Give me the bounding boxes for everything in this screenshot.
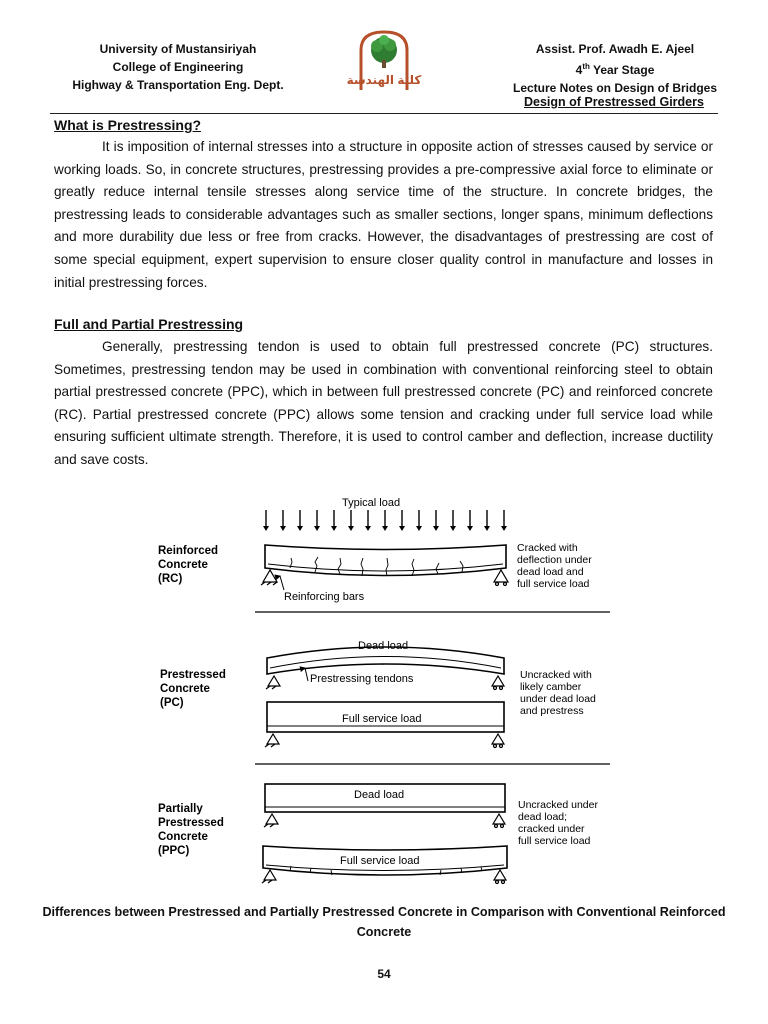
section-body-prestressing: It is imposition of internal stresses into a structure in opposite action of stresses caused by service or working loads. So, in concrete structures, prestressing provides a pre-compressive axial force to eliminate or greatly reduce internal tensile stresses along service time of the structure. In concrete bridges, the prestressing leads to considerable advantages such as smaller sections, longer spans, minimum deflections and more durability due less or free from cracks. However, the disadvantages of prestressing are cost of some special equipment, expert supervision to ensure closer quality control in manufacture and losses in initial prestressing forces. (54, 139, 713, 290)
pc-label (160, 669, 226, 709)
svg-text:(PPC): (PPC) (158, 845, 190, 857)
year-stage: 4th Year Stage (575, 62, 655, 77)
pc-dead-load-label: Dead load (358, 640, 409, 652)
svg-text:under dead load: under dead load (520, 693, 596, 705)
svg-text:dead load and: dead load and (517, 566, 584, 578)
typical-load-label: Typical load (342, 497, 401, 509)
department-name: Highway & Transportation Eng. Dept. (72, 78, 284, 92)
rc-note (517, 542, 592, 590)
pc-supports-bottom (265, 734, 504, 748)
header-institution (58, 40, 298, 94)
page-number: 54 (377, 967, 391, 981)
svg-text:likely camber: likely camber (520, 681, 582, 693)
course-name: Lecture Notes on Design of Bridges (512, 81, 718, 95)
chapter-title: Design of Prestressed Girders (524, 95, 704, 109)
svg-text:Prestressed: Prestressed (158, 817, 224, 829)
pc-note (520, 669, 596, 717)
section-body-full-partial: Generally, prestressing tendon is used to obtain full prestressed concrete (PC) structures. Sometimes, prestressing tendon may be used in combination with conventional reinforcing steel to obtain partial prestressed concrete (PPC), which in between full prestressed concrete (PC) and reinforced concrete (RC). Partial prestressed concrete (PPC) allows some tension and cracking under full service load while ensuring sufficient ultimate strength. Therefore, it is used to control camber and deflection, increase ductility and save costs. (54, 339, 713, 467)
svg-text:Concrete: Concrete (160, 683, 210, 695)
ppc-supports-top (264, 814, 505, 828)
svg-text:(PC): (PC) (160, 697, 184, 709)
ppc-service-load-label: Full service load (340, 855, 420, 867)
svg-text:full service load: full service load (518, 835, 591, 847)
svg-text:Cracked with: Cracked with (517, 542, 578, 554)
university-logo (346, 28, 422, 92)
section-heading-full-partial: Full and Partial Prestressing (54, 316, 244, 332)
university-name: University of Mustansiriyah (99, 42, 257, 56)
svg-text:(RC): (RC) (158, 573, 183, 585)
ppc-note (518, 799, 598, 847)
ppc-label (158, 803, 224, 857)
svg-text:dead load;: dead load; (518, 811, 568, 823)
figure-caption: Differences between Prestressed and Partially Prestressed Concrete in Comparison with Conventional Reinforced Concrete (42, 905, 726, 939)
svg-text:Reinforced: Reinforced (158, 545, 219, 557)
svg-text:and prestress: and prestress (520, 705, 584, 717)
svg-text:Prestressed: Prestressed (160, 669, 226, 681)
svg-text:Uncracked under: Uncracked under (518, 799, 598, 811)
college-name: College of Engineering (112, 60, 244, 74)
svg-text:full service load: full service load (517, 578, 590, 590)
logo-text: كلية الهندسة (346, 73, 422, 87)
load-arrows (266, 510, 504, 526)
header-course-info (490, 40, 740, 97)
svg-text:Concrete: Concrete (158, 831, 208, 843)
prestressing-tendons-label: Prestressing tendons (310, 673, 414, 685)
svg-text:Uncracked with: Uncracked with (520, 669, 592, 681)
svg-text:Partially: Partially (158, 803, 203, 815)
svg-text:Concrete: Concrete (158, 559, 208, 571)
section-heading-prestressing: What is Prestressing? (54, 117, 202, 133)
reinforcing-bars-label: Reinforcing bars (284, 591, 365, 603)
svg-text:cracked under: cracked under (518, 823, 585, 835)
pc-service-load-label: Full service load (342, 713, 422, 725)
rc-label (158, 545, 218, 585)
header-divider (50, 113, 718, 114)
ppc-dead-load-label: Dead load (354, 789, 405, 801)
prestressing-comparison-figure (150, 490, 620, 895)
svg-text:deflection under: deflection under (517, 554, 592, 566)
author-name: Assist. Prof. Awadh E. Ajeel (535, 42, 695, 56)
